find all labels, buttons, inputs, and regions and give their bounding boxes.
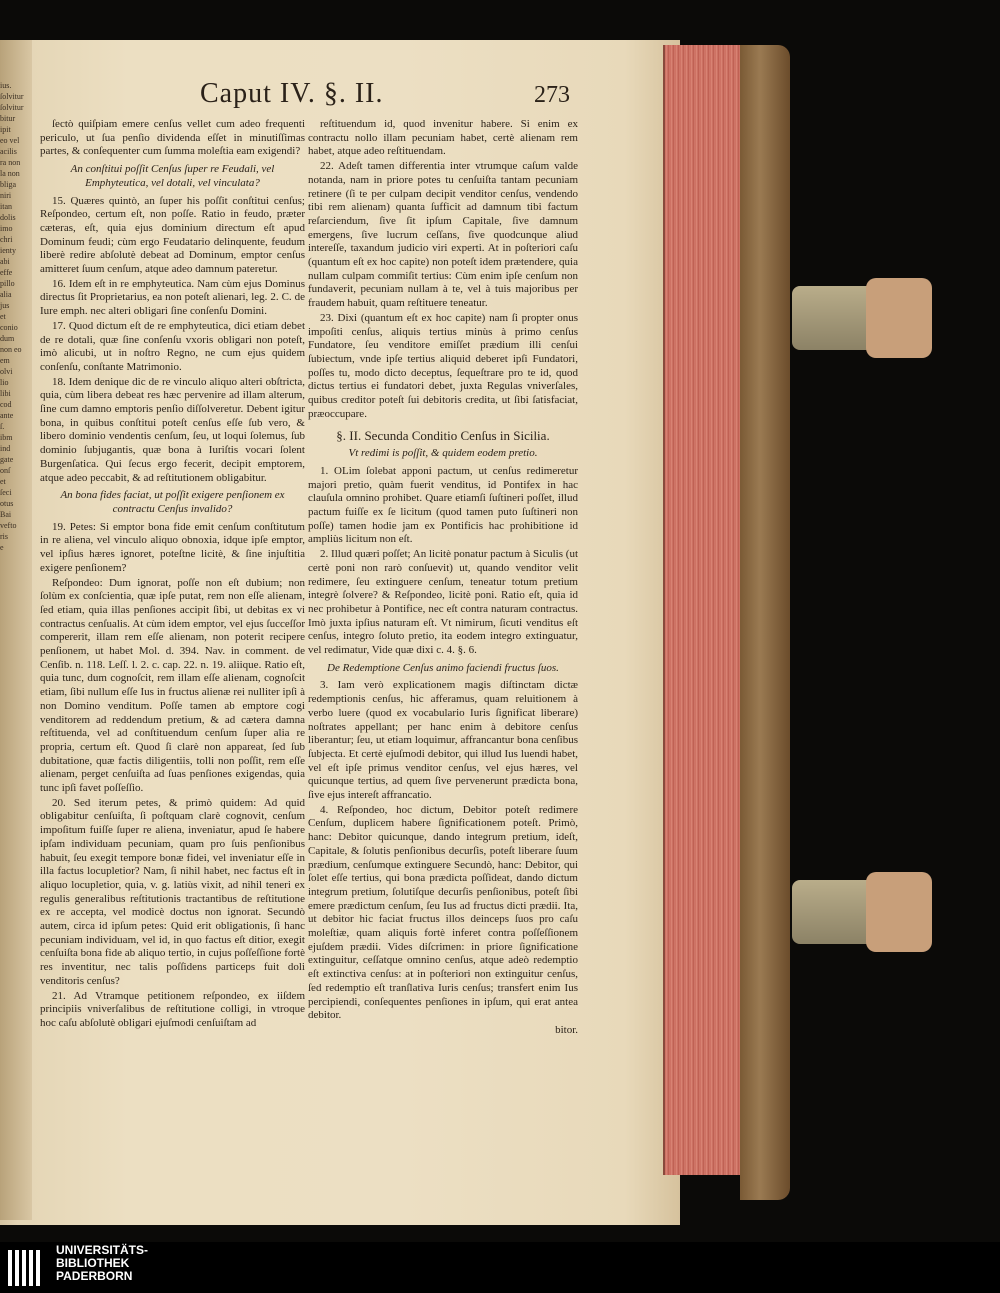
fragment: otus [0,499,14,508]
fragment: bitur [0,114,16,123]
library-logo [0,1242,1000,1293]
fragment: e [0,543,4,552]
marginal-rubric: Vt redimi is poſſit, & quidem eodem pretio. [348,447,538,460]
fragment: Bai [0,510,12,519]
paragraph: reſtituendum id, quod invenitur habere. Si enim ex contractu nollo illam pecuniam habet, certè alienam rem habet, atque adeo reſtituendam. [308,118,578,158]
paragraph: 22. Adeſt tamen differentia inter vtrumque caſum valde notanda, nam in priore potes tu cenſuiſta tantam pecuniam retinere (ſi te per culpam decipit venditor cenſus, vendendo tibi rem alienam) quanta ſufficit ad damnum tibi factum reſarciendum, ſive ſit ipſum Capitale, ſive damnum emergens, ſive lucrum ceſſans, ſive quodcunque aliud intereſſe, taxandum judicio viri experti. At in poſteriori caſu (quantum eſt ex hoc capite) non poteſt idem prætendere, quia nullam culpam commiſit tertius: Cùm enim ipſe cenſum non fundaverit, pecuniam nullam à te, vel à tuis majoribus per fraudem habuit, quam reſtituere teneatur. [308,160,578,310]
logo-bars-icon [8,1250,43,1291]
fragment: ius. [0,81,12,90]
fragment: ibm [0,433,13,442]
paragraph: 16. Idem eſt in re emphyteutica. Nam cùm ejus Dominus directus ſit Proprietarius, ea non poteſt alienari, leg. 2. C. de Iure emph. nec alteri obligari ſine conſenſu Domini. [40,277,305,318]
fragment: lio [0,378,9,387]
fragment: acilis [0,147,17,156]
fragment: effe [0,268,13,277]
fragment: olvi [0,367,13,376]
paragraph: 19. Petes: Si emptor bona fide emit cenſum conſtitutum in re aliena, vel vinculo aliquo obnoxia, idque ipſe emptor, vel ipſius hæres ignoret, poteſtne licitè, & ſine injuſtitia exigere penſionem? [40,520,305,574]
fragment: ſolvitur [0,103,24,112]
paragraph: 23. Dixi (quantum eſt ex hoc capite) nam ſi propter onus impoſiti cenſus, aliquis tertius minùs à primo cenſus Fundatore, ſeu venditore emiſſet prædium illi cenſui ſubiectum, vnde ipſe tertius aliquid deberet ipſi Fundatori, poſſes tu, modo dicto deceptus, ſequeſtrare pro te id, quod dictus tertius ei fundatori debet, juxta Regulas vniverſales, quibus creditor poteſt ſui debitoris credita, ut ſibi ſatisfaciat, præoccupare. [308,311,578,420]
fragment: ſ. [0,422,5,431]
clasp-leather [866,872,932,952]
fragment: ris [0,532,8,541]
book-cover [740,45,790,1200]
paragraph: 1. OLim ſolebat apponi pactum, ut cenſus redimeretur majori pretio, quàm fuerit venditus, id Pontifex in hac clauſula omnino prohibet. Quare etiamſi ſuſtineri poſſet, illud pactum fuiſſe ex ſe licitum (quod tamen puto ſuſtineri non poſſe) tamen hodie jam ex Pontificis hac prohibitione id ampliùs licitum non eſt. [308,464,578,546]
logo-line: UNIVERSITÄTS- [56,1243,149,1257]
fragment: ante [0,411,14,420]
left-text-column [40,118,305,1032]
paragraph: 17. Quod dictum eſt de re emphyteutica, dici etiam debet de re dotali, quæ ſine conſenſu vxoris obligari non poteſt, imò alicubi, ut in noſtro Regno, ne cum ejus quidem conſenſu, conſtante Matrimonio. [40,319,305,373]
fragment: non eo [0,345,22,354]
logo-text [56,1244,148,1283]
page-number: 273 [534,82,570,108]
page-edges-red [663,45,747,1175]
fragment: cod [0,400,12,409]
catchword: bitor. [555,1024,578,1036]
fragment: ienty [0,246,16,255]
running-title: Caput IV. §. II. [200,78,384,109]
fragment: jus [0,301,10,310]
paragraph: ſectò quiſpiam emere cenſus vellet cum adeo frequenti periculo, ut ſua penſio dividenda eſſet in minutiſſimas partes, & conſequenter cum ſumma moleſtia eam exigendi? [40,118,305,158]
fragment: imo [0,224,13,233]
paragraph: Reſpondeo: Dum ignorat, poſſe non eſt dubium; non ſolùm ex conſcientia, quæ ipſe putat, rem non eſſe alienam, ſed etiam, quia illas penſiones accipit ſibi, ut debitas ex vi contractus cenſualis. At cùm idem emptor, vel ejus ſucceſſor compererit, illam rem eſſe alienam, non poterit recipere penſionem, ut habet Mol. d. 394. Nav. in comment. de Cenſib. n. 118. Leſſ. l. 2. c. cap. 22. n. 19. aliique. Ratio eſt, quia tunc, dum cognoſcit, rem illam eſſe alienam, cognoſcit etiam, ſibi nullum eſſe Ius in fructus alienæ rei nulliter ipſi à non Domino venditum. Poſſe tamen ab emptore cogi venditorem ad reddendum pretium, & ad cætera damna reſtituenda, vel ad conſtituendum cenſum ſuper alia re propria, certum eſt. Quod ſi clarè non appareat, ſed ſub dubitatione, quæ factis diligentiis, tolli non poſſit, rem eſſe alienam, perget cenſuiſta ad ſuas penſiones exigendas, quia tunc ipſi favet poſſeſſio. [40,576,305,795]
fragment: chri [0,235,13,244]
fragment: ipit [0,125,11,134]
fragment: niri [0,191,12,200]
fragment: la non [0,169,20,178]
fragment: ind [0,444,11,453]
paragraph: 2. Illud quæri poſſet; An licitè ponatur pactum à Siculis (ut certè poni non rarò conſuevit) ut, quando venditor velit redimere, ſeu extinguere cenſum, teneatur totum pretium integrè ſolvere? & Reſpondeo, licitè poni. Ratio eſt, quia id nec prohibetur à Pontifice, nec eſt contra naturam contractus. Imò juxta ipſius naturam eſt. Vt nimirum, ſicuti venditus eſt cenſus, integro ſoluto pretio, ita eodem integro extinguatur, vel redimatur, Vide quæ dixi c. 4. §. 6. [308,548,578,657]
paragraph: 20. Sed iterum petes, & primò quidem: Ad quid obligabitur cenſuiſta, ſi poſtquam clarè cognovit, cenſum impoſitum fuiſſe ſuper re aliena, inveniatur, apud ſe habere ipſam individuam pecuniam, quam pro ſuis penſionibus habuit, ſeu exegit tempore bonæ fidei, vel inveniatur eſſe in illa factus locupletior? Nam, ſi nihil habet, nec factus eſt in aliquo locupletior, quia, v. g. latiùs vixit, ad nihil teneri ex regulis generalibus reſtitutionis tractantibus de reſtitutione ex re accepta, vel modicè doctus non ignorat. Secundò autem, circa id ipſum petes: Quid erit obligationis, ſi hanc pecuniam individuam, vel id, in quo factus eſt ditior, exegit cenſuiſta bona fide ab aliquo tertio, in cujus poſſeſſione fortè res inventitur, nec talis poſſidens particeps fuit doli venditoris cenſus? [40,796,305,987]
fragment: itan [0,202,12,211]
paragraph: 15. Quæres quintò, an ſuper his poſſit conſtitui cenſus; Reſpondeo, certum eſt, non poſſe. Ratio in feudo, præter cæteras, eſt, quia ejus dominium directum eſt apud Dominum feudi; cùm ergo Feudatario delinquente, feudum liberè redire abſolutè debeat ad Dominum, emptor cenſus amitteret ſuum cenſum, atque adeo damnum pateretur. [40,194,305,276]
fragment: ſeci [0,488,12,497]
fragment: gate [0,455,14,464]
lower-clasp [792,880,922,944]
paragraph: 18. Idem denique dic de re vinculo aliquo alteri obſtricta, quia, cùm libera debeat res hæc pervenire ad illam alterum, ſine cum damno emptoris penſio diſſolveretur. Debent igitur bona, in quibus conſtitui poteſt cenſus eſſe ſub vero, & libero dominio vendentis cenſum, ſeu, ut loqui ſolemus, ſub dominio ſubjugantis, quæ bona à Iuriſtis vocari ſolent Burgenſatica. Qui ſecus ergo fecerit, decipit emptorem, atque adeo peccabit, & ad reſtitutionem obligabitur. [40,375,305,484]
section-heading: §. II. Secunda Conditio Cenſus in Sicilia. [336,428,550,444]
fragment: dum [0,334,15,343]
upper-clasp [792,286,922,350]
paragraph: 3. Iam verò explicationem magis diſtinctam dictæ redemptionis cenſus, hic afferamus, quam reluitionem à verbo luere (quod ex vocabulario Iuris ſignificat liberare) noſtrates appellant; per hanc enim à debitore cenſus liberantur; ſeu, ut etiam loquimur, affrancantur bona cenſibus ſubjecta. Et certè ejuſmodi debitor, qui illud Ius luendi habet, vel eſt ipſe primus venditor cenſus, vel ejus hæres, vel quicunque tertius, ad quem ſive pervenerunt prædicta bona, ſive ejus intereſt affrancatio. [308,679,578,802]
paragraph: 4. Reſpondeo, hoc dictum, Debitor poteſt redimere Cenſum, duplicem habere ſignificationem poteſt. Primò, hanc: Debitor quicunque, dando integrum pretium, ideſt, Capitale, & ſolutis penſionibus decurſis, poteſt liberare ſuum prædium, cenſumque extinguere Secundò, hanc: Debitor, qui ſolet eſſe tertius, qui bona prædicta poſſideat, dando dictum integrum pretium, ſolutiſque decurſis penſionibus, poteſt ſibi emere prædictum cenſum, ſeu Ius ad fructus dicti prædii. Ita, ut debitor hic faciat fructus illos deinceps ſuos pro caſu moleſtiæ, quam aliquis fortè inferet contra poſſeſſionem ejuſdem prædii. Vides diſcrimen: in priore ſignificatione extinguitur, ceſſatque omnino cenſus, atque adeò redemptio eſt extinctiva cenſus: at in poſteriori non extinguitur cenſus, ſed redemptio eſt tranſlativa Iuris cenſus; transfert enim Ius percipiendi, conſequentes penſiones in ipſum, qui erat antea debitor. [308,803,578,1022]
fragment: et [0,312,6,321]
facing-page-fragments [0,80,28,553]
fragment: ra non [0,158,21,167]
fragment: abi [0,257,10,266]
fragment: pillo [0,279,15,288]
marginal-rubric: An conſtitui poſſit Cenſus ſuper re Feudali, vel Emphyteutica, vel dotali, vel vinculata? [70,163,275,189]
fragment: conio [0,323,18,332]
logo-line: PADERBORN [56,1269,133,1283]
fragment: bliga [0,180,16,189]
fragment: dolis [0,213,16,222]
fragment: ſolvitur [0,92,24,101]
fragment: et [0,477,6,486]
fragment: libi [0,389,11,398]
clasp-leather [866,278,932,358]
fragment: eo vel [0,136,20,145]
right-text-column [308,118,578,1039]
fragment: alia [0,290,12,299]
marginal-rubric: An bona fides faciat, ut poſſit exigere penſionem ex contractu Cenſus invalido? [60,489,285,515]
fragment: onſ [0,466,11,475]
fragment: em [0,356,10,365]
paragraph: 21. Ad Vtramque petitionem reſpondeo, ex iiſdem principiis vniverſalibus de reſtitutione colligi, in vtroque hoc caſu abſolutè obligari ejuſmodi cenſuiſtam ad [40,989,305,1029]
logo-line: BIBLIOTHEK [56,1256,130,1270]
fragment: vefto [0,521,17,530]
marginal-rubric: De Redemptione Cenſus animo faciendi fructus ſuos. [327,661,559,674]
